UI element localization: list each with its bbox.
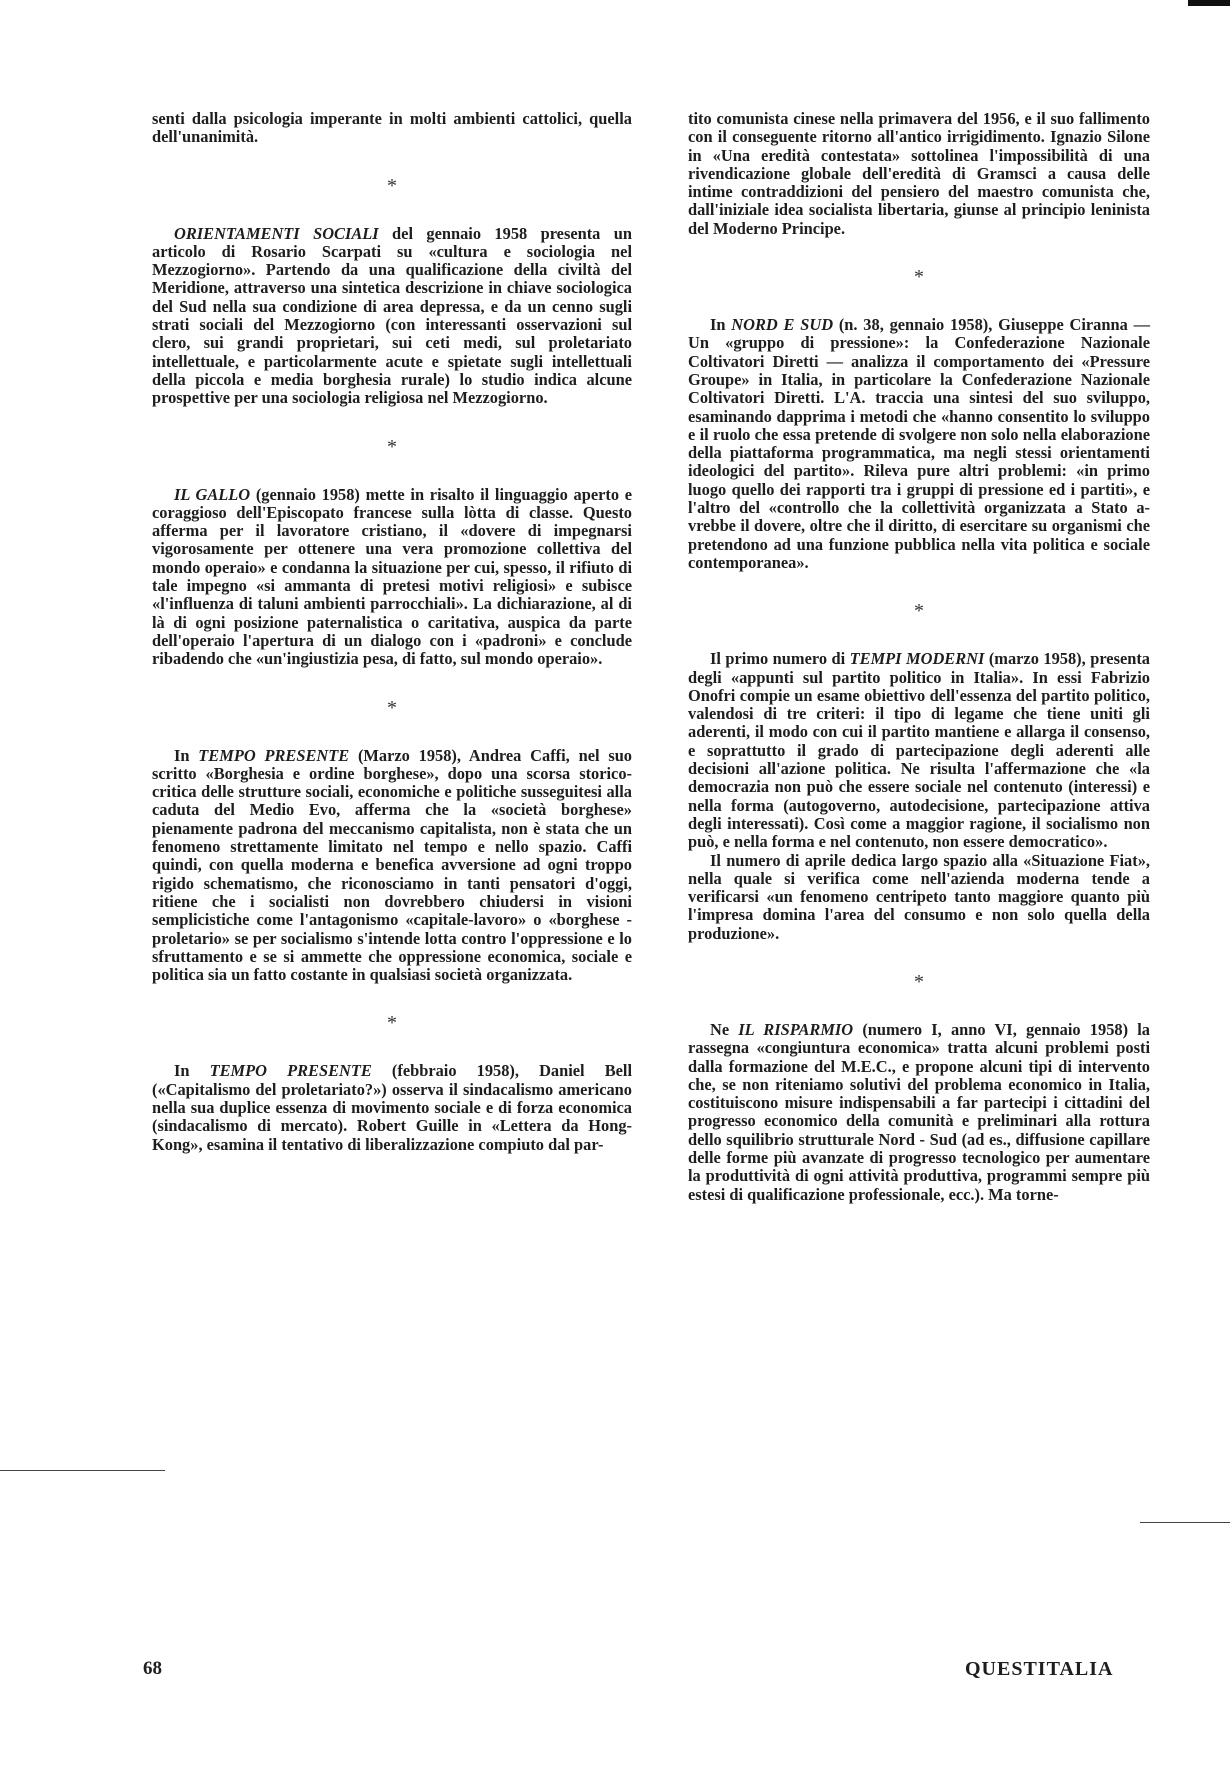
paragraph-text: (marzo 1958), presenta degli «appunti sul partito politico in Italia». In essi Fabrizio Onofri compie un esame obiettivo dell'essenza del partito politico, valendosi di tre criteri: il tipo di legame che tiene uniti gli aderenti, il modo con cui il partito mantiene e allarga il consenso, e soprattutto il grado di partecipazione degli aderenti alle decisioni all'azione politica. Ne risulta l'affermazione che «la democrazia non può che essere sociale nel contenuto (interessi) e nella forma (autogoverno, autodecisione, partecipazione attiva degli interessati). Così come a maggior ragione, il socialismo non può, e nella forma e nel contenuto, non essere democratico». (688, 649, 1150, 852)
scan-edge-mark (1188, 0, 1230, 6)
periodical-title: TEMPO PRESENTE (198, 745, 350, 765)
scratch-mark-right (1140, 1522, 1230, 1523)
paragraph (688, 650, 1150, 851)
paragraph (152, 747, 632, 985)
periodical-title: IL GALLO (174, 484, 251, 504)
journal-name: QUESTITALIA (965, 1658, 1114, 1680)
paragraph-text: In (174, 745, 199, 765)
asterisk-ornament-icon: * (387, 435, 397, 458)
asterisk-ornament-icon: * (914, 600, 924, 623)
paragraph-text: In (710, 315, 732, 335)
section-separator (688, 572, 1150, 650)
paragraph-text: senti dalla psicologia imperante in molti ambienti cattolici, quella dell'unanimità. (152, 109, 632, 147)
paragraph-text: (febbraio 1958), Daniel Bell («Capitalismo del proletariato?») osserva il sindacalismo americano nella sua duplice essenza di movimento sociale e di forza economica (sindacalismo di mercato). Robert Guille in «Lettera da Hong-Kong», esamina il tentativo di liberalizzazione compiuto dal par- (152, 1061, 633, 1154)
paragraph (152, 486, 632, 669)
paragraph-text: (numero I, anno VI, gennaio 1958) la rassegna «congiuntura economica» tratta alcuni problemi posti dalla formazione del M.E.C., e propone alcuni tipi di intervento che, se non riteniamo solutivi del problema economico in Italia, costituiscono misure indispensabili a far partecipi i cittadini del progresso economico della comunità e preliminari alla rottura dello squilibrio strutturale Nord - Sud (ad es., diffusione capillare delle forme più avanzate di progresso tecnologico per aumentare la produttività di ogni attività produttiva, programmi sempre più estesi di qualificazione professionale, ecc.). Ma torne- (688, 1019, 1150, 1204)
asterisk-ornament-icon: * (914, 266, 924, 289)
asterisk-ornament-icon: * (387, 1012, 397, 1035)
right-column (688, 110, 1150, 1204)
asterisk-ornament-icon: * (914, 970, 924, 993)
paragraph-text: In (174, 1061, 210, 1081)
section-separator (152, 984, 632, 1062)
section-separator (152, 408, 632, 486)
paragraph-text: tito comunista cinese nella primavera del 1956, e il suo fallimento con il conseguente ritorno all'antico irrigidimento. Ignazio Silone in «Una eredità contestata» sottolinea l'impossibilità di una rivendicazione globale dell'eredità di Gramsci a causa delle intime contraddizioni del pensiero del maestro comunista che, dall'iniziale idea socialista libertaria, giunse al principio leninista del Moderno Principe. (688, 109, 1150, 238)
paragraph (688, 110, 1150, 238)
paragraph-text: del gennaio 1958 presenta un articolo di Rosario Scarpati su «cultura e sociologia nel Mezzogiorno». Partendo da una qualificazione della civiltà del Meridione, attraverso una sintetica descrizione in chiave sociologica del Sud nella sua condizione di area depressa, e da un cenno sugli strati sociali del Mezzogiorno (con interessanti osservazioni sul clero, sui grandi proprietari, sui ceti medi, sul proletariato intellettuale, e particolarmente acute e spietate sugli intellettuali della piccola e media borghesia rurale) lo studio indica alcune prospettive per una sociologia religiosa nel Mezzogiorno. (152, 223, 633, 408)
section-separator (152, 669, 632, 747)
paragraph-text: Ne (710, 1019, 739, 1039)
paragraph-text: (Marzo 1958), Andrea Caffi, nel suo scritto «Borghesia e ordine borghese», dopo una scorsa storico-critica delle strutture sociali, economiche e politiche susseguitesi alla caduta del Medio Evo, afferma che la «società borghese» pienamente padrona del meccanismo capitalista, non è stata che un fenomeno strettamente limitato nel tempo e nello spazio. Caffi quindi, con quella moderna e benefica avversione ad ogni troppo rigido schematismo, che riconosciamo in tanti pensatori d'oggi, ritiene che i socialisti non dovrebbero chiudersi in visioni semplicistiche come l'antagonismo «capitale-lavoro» o «borghese - proletario» se per socialismo s'intende lotta contro l'oppressione e lo sfruttamento e se si ammette che oppressione economica, sociale e politica sia un fatto costante in qualsiasi società organizzata. (152, 745, 633, 985)
scratch-mark-left (0, 1470, 165, 1471)
left-column (152, 110, 632, 1154)
paragraph (688, 316, 1150, 572)
section-separator (688, 238, 1150, 316)
paragraph (688, 852, 1150, 943)
section-separator (688, 943, 1150, 1021)
page-number: 68 (143, 1658, 162, 1679)
periodical-title: TEMPI MODERNI (849, 649, 985, 669)
paragraph (688, 1021, 1150, 1204)
paragraph-text: (n. 38, gennaio 1958), Giuseppe Ciranna — Un «gruppo di pressione»: la Confederazione Nazionale Coltivatori Diretti — analizza il comportamento dei «Pressure Groupe» in Italia, in particolare la Confederazione Nazionale Coltivatori Diretti. L'A. traccia una sintesi del suo sviluppo, esaminando dapprima i metodi che «hanno consentito lo sviluppo e il ruolo che essa pretende di svolgere non solo nella elaborazione della piattaforma programmatica, ma negli stessi orientamenti ideologici del partito». Rileva pure altri problemi: «in primo luogo quello dei rapporti tra i gruppi di pressione ed i partiti», e l'altro del «controllo che la collettività organizzata a Stato avrebbe il dovere, oltre che il diritto, di esercitare su organismi che pretendono ad una funzione pubblica nella vita politica e sociale contemporanea». (688, 315, 1150, 572)
asterisk-ornament-icon: * (387, 174, 397, 197)
periodical-title: ORIENTAMENTI SOCIALI (174, 223, 379, 243)
paragraph (152, 1062, 632, 1153)
asterisk-ornament-icon: * (387, 696, 397, 719)
paragraph-text: (gennaio 1958) mette in risalto il linguaggio aperto e coraggioso dell'Episcopato francese sulla lòtta di classe. Questo afferma per il lavoratore cristiano, il «dovere di impegnarsi vigorosamente per ottenere una vera promozione collettiva del mondo operaio» e condanna la situazione per cui, spesso, il rifiuto di tale impegno «si ammanta di pretesi motivi religiosi» e subisce «l'influenza di taluni ambienti parrocchiali». La dichiarazione, al di là di ogni posizione paternalistica o caritativa, auspica da parte dell'operaio l'apertura di un dialogo con i «padroni» e conclude ribadendo che «un'ingiustizia pesa, di fatto, sul mondo operaio». (152, 484, 632, 669)
periodical-title: NORD E SUD (731, 315, 834, 335)
periodical-title: TEMPO PRESENTE (209, 1061, 372, 1081)
section-separator (152, 147, 632, 225)
periodical-title: IL RISPARMIO (738, 1019, 854, 1039)
paragraph-text: Il numero di aprile dedica largo spazio alla «Situazione Fiat», nella quale si verifica come nell'azienda moderna tende a verificarsi «un fenomeno centripeto tanto maggiore quanto più l'impresa domina l'area del consumo e non solo quella della produzione». (688, 850, 1150, 943)
paragraph (152, 225, 632, 408)
paragraph-text: Il primo numero di (710, 649, 850, 669)
paragraph (152, 110, 632, 147)
